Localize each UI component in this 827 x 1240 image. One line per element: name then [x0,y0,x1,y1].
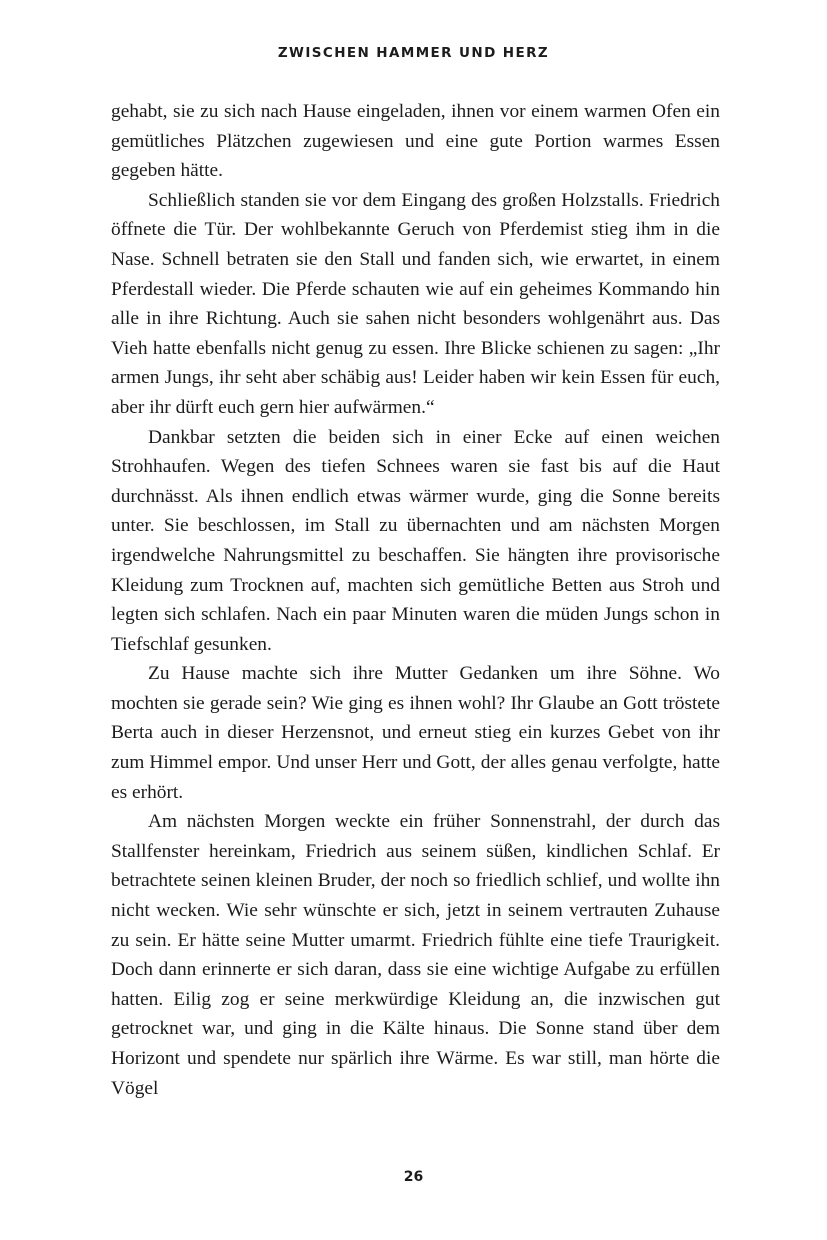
running-header-title: ZWISCHEN HAMMER UND HERZ [277,45,550,61]
paragraph-straw-bed: Dankbar setzten die beiden sich in einer Ecke auf einen weichen Strohhaufen. Wegen des tiefen Schnees waren sie fast bis auf die Haut durchnässt. Als ihnen endlich etwas wärmer wurde, ging die Sonne bereits unter. Sie beschlossen, im Stall zu übernachten und am nächsten Morgen irgendwelche Nahrungsmittel zu beschaffen. Sie hängten ihre provisorische Kleidung zum Trocknen auf, machten sich gemütliche Betten aus Stroh und legten sich schlafen. Nach ein paar Minuten waren die müden Jungs schon in Tiefschlaf gesunken. [111,426,720,655]
paragraph-continuation: gehabt, sie zu sich nach Hause eingeladen, ihnen vor einem warmen Ofen ein gemütliches Plätzchen zugewiesen und eine gute Portion warmes Essen gegeben hätte. [111,101,720,182]
page-number: 26 [403,1169,424,1185]
paragraph-mother-prayer: Zu Hause machte sich ihre Mutter Gedanken um ihre Söhne. Wo mochten sie gerade sein? Wie ging es ihnen wohl? Ihr Glaube an Gott tröstete Berta auch in dieser Herzensnot, und erneut stieg ein kurzes Gebet von ihr zum Himmel empor. Und unser Herr und Gott, der alles genau verfolgte, hatte es erhört. [111,663,720,803]
paragraph-stable-arrival: Schließlich standen sie vor dem Eingang des großen Holzstalls. Friedrich öffnete die Tür. Der wohlbekannte Geruch von Pferdemist stieg ihm in die Nase. Schnell betraten sie den Stall und fanden sich, wie erwartet, in einem Pferdestall wieder. Die Pferde schauten wie auf ein geheimes Kommando hin alle in ihre Richtung. Auch sie sahen nicht besonders wohlgenährt aus. Das Vieh hatte ebenfalls nicht genug zu essen. Ihre Blicke schienen zu sagen: „Ihr armen Jungs, ihr seht aber schäbig aus! Leider haben wir kein Essen für euch, aber ihr dürft euch gern hier aufwärmen.“ [111,189,720,418]
paragraph-next-morning: Am nächsten Morgen weckte ein früher Sonnenstrahl, der durch das Stallfenster hereinkam, Friedrich aus seinem süßen, kindlichen Schlaf. Er betrachtete seinen kleinen Bruder, der noch so friedlich schlief, und wollte ihn nicht wecken. Wie sehr wünschte er sich, jetzt in seinem vertrauten Zuhause zu sein. Er hätte seine Mutter umarmt. Friedrich fühlte eine tiefe Traurigkeit. Doch dann erinnerte er sich daran, dass sie eine wichtige Aufgabe zu erfüllen hatten. Eilig zog er seine merkwürdige Kleidung an, die inzwischen gut getrocknet war, und ging in die Kälte hinaus. Die Sonne stand über dem Horizont und spendete nur spärlich ihre Wärme. Es war still, man hörte die Vögel [111,811,720,1099]
body-text [111,97,720,1103]
